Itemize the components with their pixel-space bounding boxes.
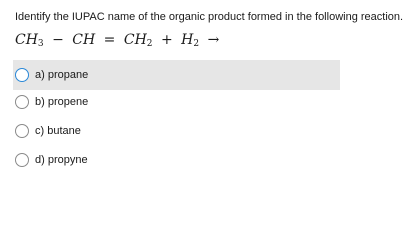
reaction-equation — [15, 31, 223, 49]
option-b-label: b) propene — [35, 96, 89, 108]
radio-d[interactable] — [15, 153, 29, 167]
eq-plus: + — [160, 32, 173, 48]
eq-term-ch2: $CH_2$ — [123, 32, 153, 49]
eq-term-ch: CH — [72, 32, 96, 48]
radio-b[interactable] — [15, 95, 29, 109]
eq-arrow: → — [207, 32, 220, 48]
eq-minus: − — [52, 32, 64, 48]
option-a[interactable] — [13, 60, 340, 90]
option-c-label: c) butane — [35, 125, 81, 137]
eq-equals: = — [103, 32, 116, 48]
question-text: Identify the IUPAC name of the organic product formed in the following reaction. — [15, 11, 403, 23]
option-d-label: d) propyne — [35, 154, 88, 166]
eq-term-h2: $H_2$ — [181, 32, 200, 49]
option-b[interactable] — [13, 87, 340, 117]
eq-term-ch3: $CH_3$ — [15, 32, 44, 49]
radio-a[interactable] — [15, 68, 29, 82]
radio-c[interactable] — [15, 124, 29, 138]
option-a-label: a) propane — [35, 69, 89, 81]
option-c[interactable] — [13, 116, 340, 146]
option-d[interactable] — [13, 145, 340, 175]
